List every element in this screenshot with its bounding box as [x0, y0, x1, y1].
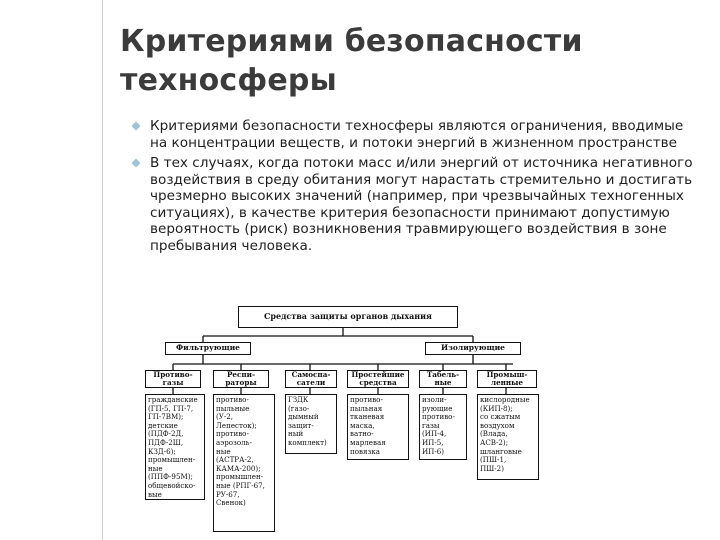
diagram-root-box: Средства защиты органов дыхания	[238, 306, 458, 328]
category-box: Простейшие средства	[347, 370, 409, 388]
category-box: Противо- газы	[145, 370, 201, 388]
category-box: Промыш- ленные	[477, 370, 537, 388]
respiratory-protection-diagram	[143, 302, 543, 534]
category-box: Табель- ные	[419, 370, 467, 388]
bullet-text: Критериями безопасности техносферы являются ограничения, вводимые на концентрации веществ, и потоки энергий в жизненном пространстве	[150, 118, 684, 151]
category-items: противо- пыльные (У-2, Лепесток); противо- аэрозоль- ные (АСТРА-2, КАМА-200); промышлен- ные (РПГ-67, РУ-67, Свенок)	[213, 394, 275, 532]
group-isolating-box: Изолирующие	[425, 342, 521, 355]
bullet-list	[130, 118, 700, 258]
category-items: изоли- рующие противо- газы (ИП-4, ИП-5, ИП-6)	[419, 394, 467, 460]
category-items: кислородные (КИП-8); со сжатым воздухом (Влада, АСВ-2); шланговые (ПШ-1, ПШ-2)	[477, 394, 539, 480]
group-filtering-box: Фильтрующие	[165, 342, 251, 355]
left-divider-line	[102, 0, 103, 540]
slide-title: Критериями безопасности техносферы	[120, 24, 583, 98]
category-items: гражданские (ГП-5, ГП-7, ГП-7ВМ); детские (ПДФ-2Д, ПДФ-2Ш, КЗД-6); промышлен- ные (ППФ-95М); общевойско- вые	[145, 394, 205, 500]
bullet-item	[130, 155, 700, 254]
category-box: Самоспа- сатели	[285, 370, 337, 388]
category-items: ГЗДК (газо- дымный защит- ный комплект)	[285, 394, 337, 454]
category-box: Респи- раторы	[213, 370, 269, 388]
category-items: противо- пыльная тканевая маска, ватно- марлевая повязка	[347, 394, 409, 460]
bullet-text: В тех случаях, когда потоки масс и/или энергий от источника негативного воздействия в среду обитания могут нарастать стремительно и достигать чрезмерно высоких значений (например, при чрезвычайных техногенных ситуациях), в качестве критерия безопасности принимают допустимую вероятность (риск) возникновения травмирующего воздействия в зоне пребывания человека.	[150, 155, 693, 254]
bullet-item	[130, 118, 700, 151]
